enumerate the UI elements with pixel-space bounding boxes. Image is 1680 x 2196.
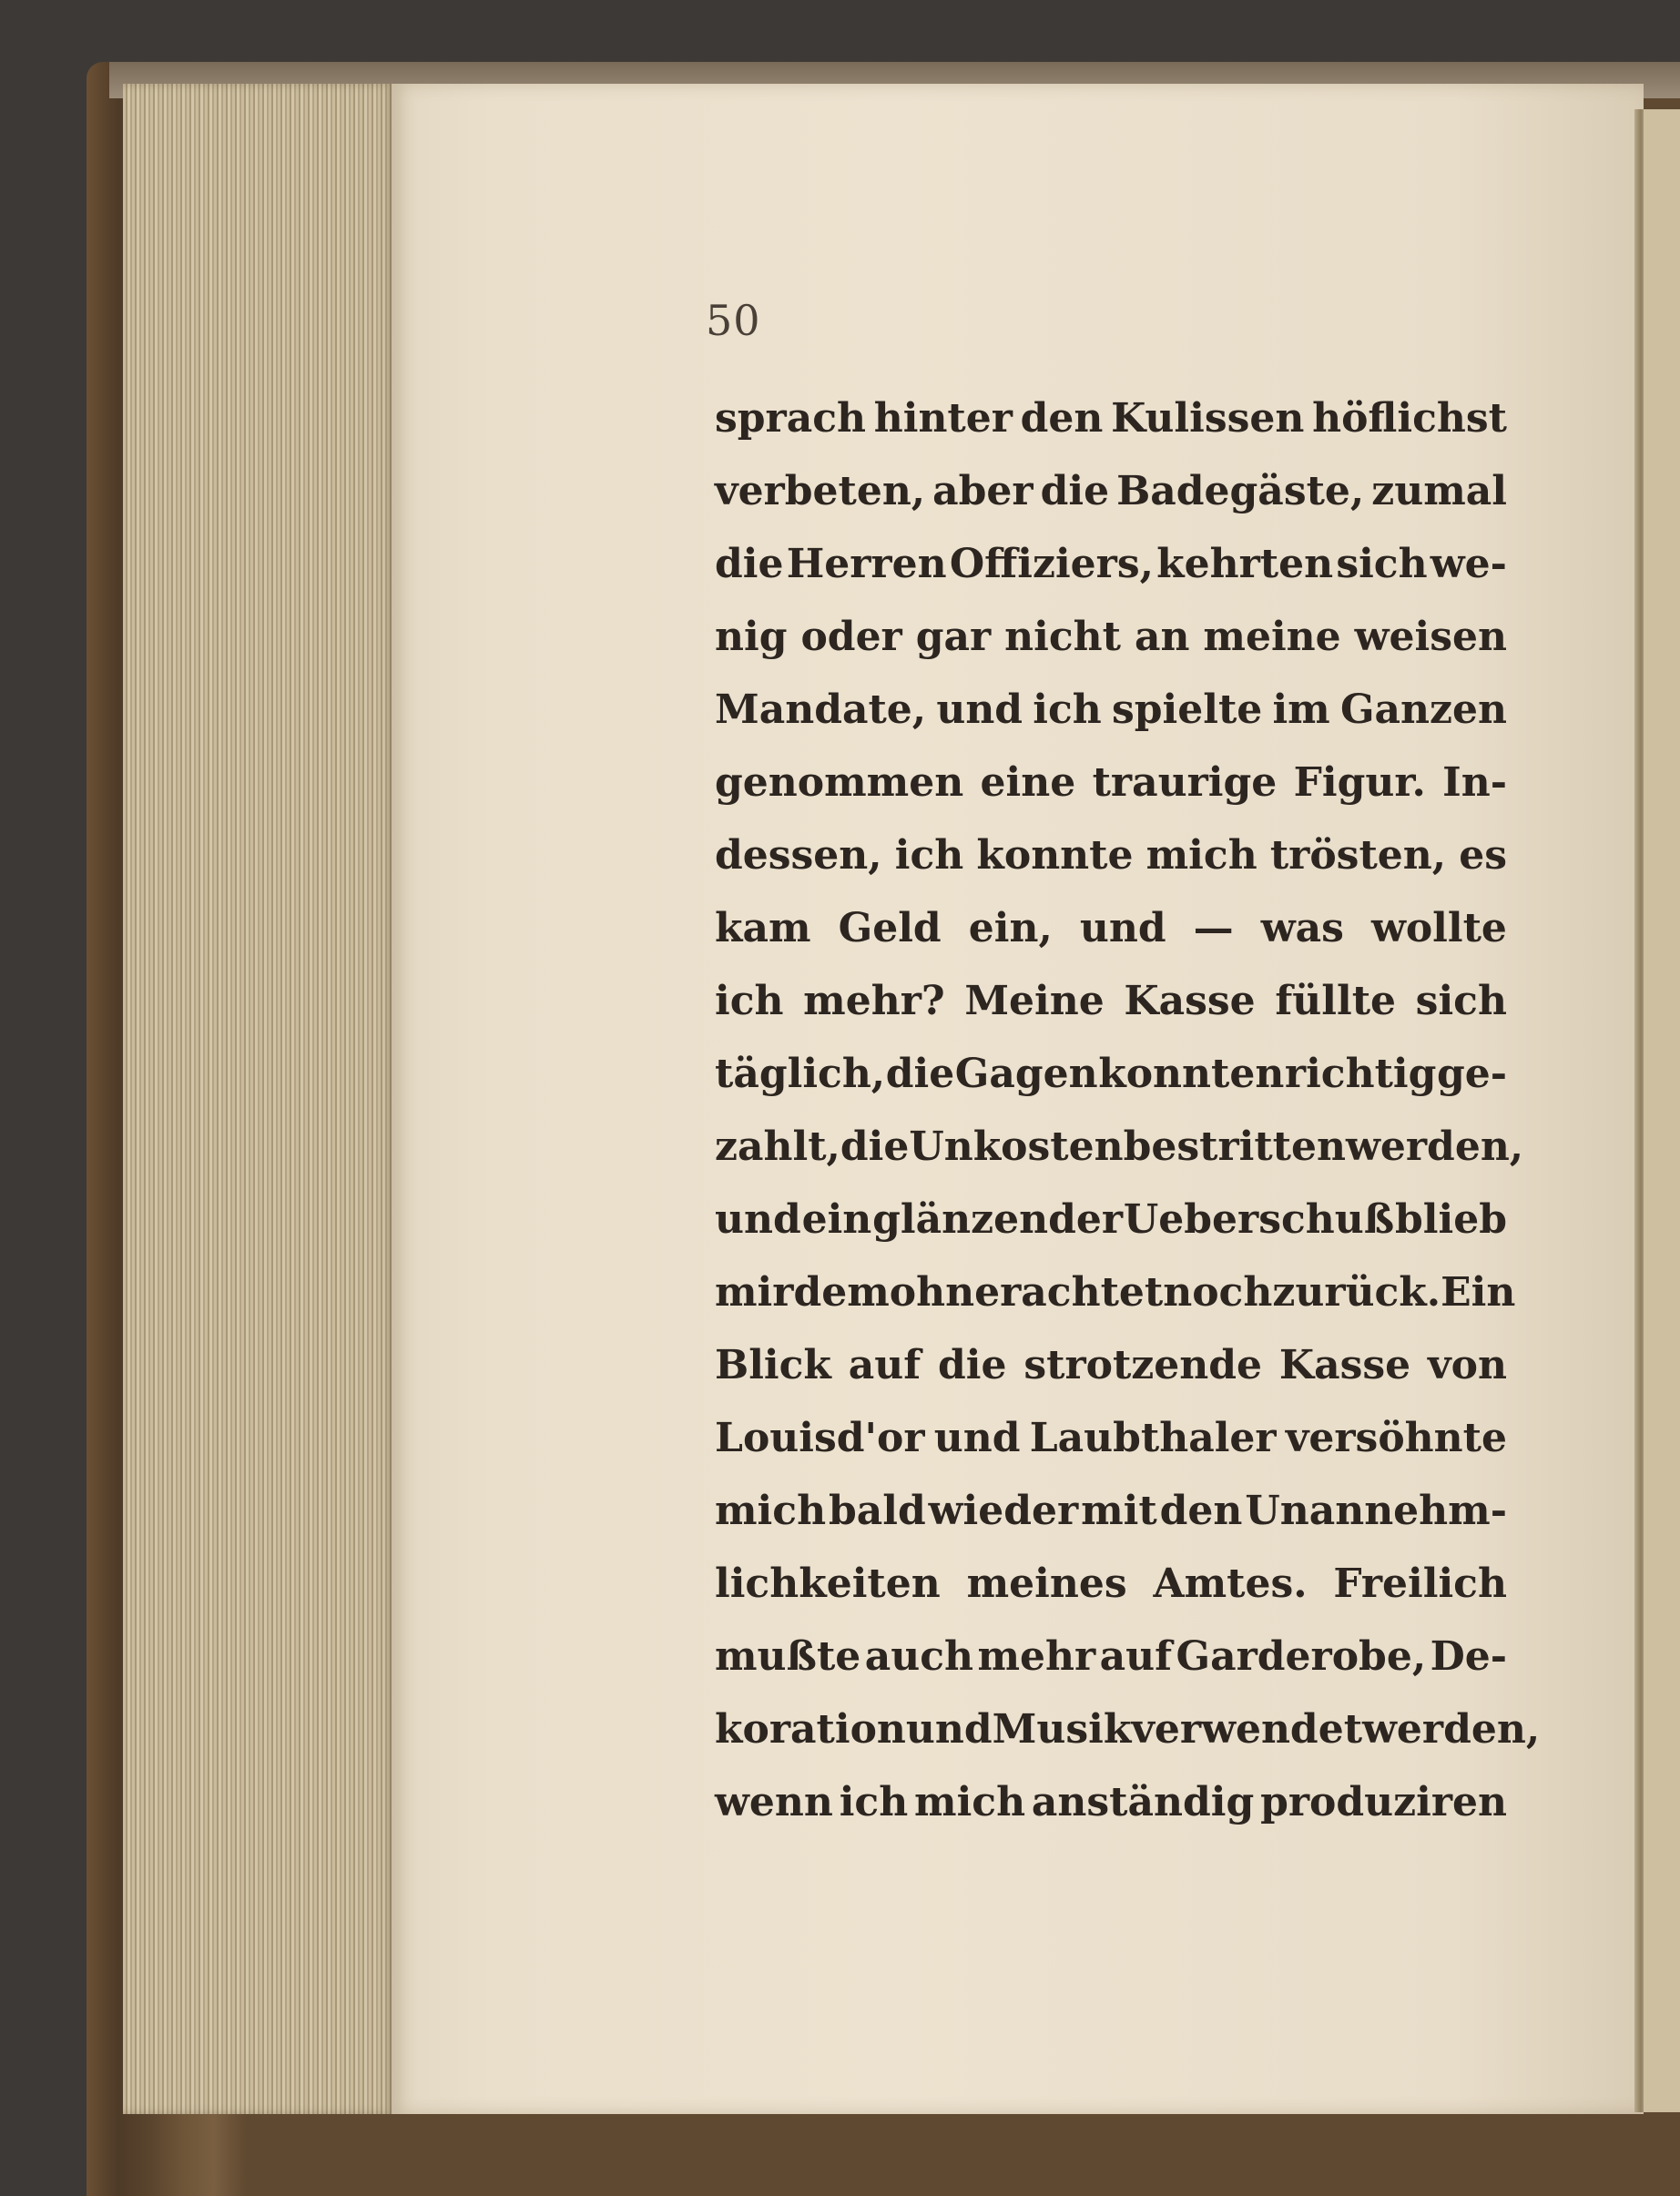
- word: Ganzen: [1339, 686, 1507, 733]
- word: Kasse: [1278, 1342, 1411, 1388]
- word: auf: [1099, 1633, 1173, 1680]
- text-line: [715, 1766, 1507, 1839]
- word: anständig: [1031, 1779, 1255, 1825]
- text-line: [715, 1329, 1507, 1402]
- word: die: [715, 541, 784, 587]
- word: koration: [715, 1706, 906, 1753]
- text-line: [715, 1184, 1507, 1256]
- text-line: [715, 1475, 1507, 1548]
- text-line: [715, 1402, 1507, 1475]
- page-edges: [123, 84, 396, 2114]
- word: die: [938, 1342, 1007, 1388]
- word: Unkosten: [909, 1123, 1124, 1170]
- word: von: [1428, 1342, 1507, 1388]
- word: zurück.: [1272, 1269, 1441, 1316]
- page-number: 50: [706, 296, 761, 345]
- word: ich: [1033, 686, 1102, 733]
- text-line: [715, 382, 1507, 455]
- word: Ueberschuß: [1123, 1196, 1395, 1243]
- word: Garderobe,: [1176, 1633, 1427, 1680]
- word: ich: [839, 1779, 909, 1825]
- word: bestritten: [1123, 1123, 1346, 1170]
- facing-page-edge: [1644, 109, 1680, 2112]
- word: Offiziers,: [949, 541, 1154, 587]
- word: produziren: [1260, 1779, 1507, 1825]
- text-line: [715, 1256, 1516, 1329]
- word: Meine: [964, 978, 1105, 1024]
- word: auf: [848, 1342, 921, 1388]
- word: wieder: [928, 1488, 1079, 1534]
- word: traurige: [1092, 759, 1278, 806]
- word: höflichst: [1312, 395, 1507, 442]
- word: Amtes.: [1153, 1561, 1308, 1607]
- word: kam: [715, 905, 811, 951]
- word: die: [885, 1051, 955, 1097]
- word: mehr?: [803, 978, 945, 1024]
- word: glänzender: [872, 1196, 1124, 1243]
- word: zahlt,: [715, 1123, 840, 1170]
- word: es: [1459, 832, 1507, 879]
- word: ich: [894, 832, 964, 879]
- word: konnten: [1098, 1051, 1285, 1097]
- word: die: [840, 1123, 910, 1170]
- word: aber: [932, 468, 1033, 514]
- text-line: [715, 601, 1507, 674]
- word: mit: [1081, 1488, 1157, 1534]
- word: nig: [715, 614, 788, 660]
- word: ein,: [968, 905, 1053, 951]
- text-line: [715, 528, 1507, 601]
- word: mich: [715, 1488, 827, 1534]
- word: demohnerachtet: [793, 1269, 1164, 1316]
- word: richtig: [1284, 1051, 1437, 1097]
- word: kehrten: [1156, 541, 1334, 587]
- word: mich: [914, 1779, 1026, 1825]
- word: Mandate,: [715, 686, 927, 733]
- word: gar: [915, 614, 992, 660]
- word: ich: [715, 978, 784, 1024]
- word: sich: [1336, 541, 1428, 587]
- word: genommen: [715, 759, 964, 806]
- word: füllte: [1275, 978, 1397, 1024]
- text-line: [715, 1548, 1507, 1621]
- word: noch: [1163, 1269, 1273, 1316]
- text-line: [715, 819, 1507, 892]
- word: auch: [864, 1633, 974, 1680]
- word: werden,: [1346, 1123, 1524, 1170]
- text-line: [715, 747, 1507, 819]
- word: ge-: [1436, 1051, 1507, 1097]
- word: we-: [1430, 541, 1507, 587]
- word: nicht: [1004, 614, 1121, 660]
- word: hinter: [873, 395, 1013, 442]
- word: dessen,: [715, 832, 882, 879]
- word: mehr: [977, 1633, 1096, 1680]
- word: Ein: [1441, 1269, 1516, 1316]
- word: trösten,: [1269, 832, 1447, 879]
- word: und: [933, 1415, 1021, 1461]
- word: und: [1079, 905, 1166, 951]
- word: den: [1159, 1488, 1243, 1534]
- word: und: [936, 686, 1023, 733]
- word: Gagen: [954, 1051, 1098, 1097]
- text-line: [715, 965, 1507, 1038]
- word: Musik: [992, 1706, 1132, 1753]
- word: spielte: [1111, 686, 1263, 733]
- word: was: [1260, 905, 1344, 951]
- word: Kasse: [1124, 978, 1256, 1024]
- text-line: [715, 892, 1507, 965]
- text-line: [715, 1693, 1541, 1766]
- word: meine: [1203, 614, 1341, 660]
- text-line: [715, 1111, 1524, 1184]
- word: wollte: [1370, 905, 1507, 951]
- word: blieb: [1395, 1196, 1507, 1243]
- word: und: [715, 1196, 801, 1243]
- word: —: [1193, 905, 1234, 951]
- word: verbeten,: [715, 468, 926, 514]
- word: Freilich: [1333, 1561, 1507, 1607]
- word: sprach: [715, 395, 867, 442]
- word: verwendet: [1131, 1706, 1363, 1753]
- word: De-: [1430, 1633, 1507, 1680]
- word: versöhnte: [1285, 1415, 1507, 1461]
- word: Laubthaler: [1029, 1415, 1277, 1461]
- word: mir: [715, 1269, 794, 1316]
- word: strotzende: [1023, 1342, 1263, 1388]
- word: ein: [801, 1196, 872, 1243]
- word: bald: [828, 1488, 926, 1534]
- word: mußte: [715, 1633, 861, 1680]
- word: oder: [800, 614, 902, 660]
- page-text: [715, 382, 1541, 1839]
- word: meines: [966, 1561, 1127, 1607]
- word: mich: [1145, 832, 1257, 879]
- word: Geld: [838, 905, 942, 951]
- word: sich: [1415, 978, 1507, 1024]
- word: wenn: [715, 1779, 833, 1825]
- word: an: [1134, 614, 1190, 660]
- word: zumal: [1371, 468, 1507, 514]
- word: täglich,: [715, 1051, 886, 1097]
- word: Blick: [715, 1342, 831, 1388]
- word: im: [1272, 686, 1330, 733]
- word: den: [1020, 395, 1104, 442]
- word: Louisd'or: [715, 1415, 925, 1461]
- word: die: [1040, 468, 1110, 514]
- text-line: [715, 1621, 1507, 1693]
- text-line: [715, 674, 1507, 747]
- text-line: [715, 455, 1507, 528]
- word: Kulissen: [1111, 395, 1305, 442]
- word: In-: [1442, 759, 1507, 806]
- word: Figur.: [1293, 759, 1426, 806]
- word: Herren: [786, 541, 947, 587]
- word: Badegäste,: [1116, 468, 1365, 514]
- word: werden,: [1362, 1706, 1541, 1753]
- text-line: [715, 1038, 1507, 1111]
- word: lichkeiten: [715, 1561, 941, 1607]
- word: eine: [980, 759, 1076, 806]
- word: Unannehm-: [1245, 1488, 1507, 1534]
- word: weisen: [1354, 614, 1507, 660]
- word: konnte: [976, 832, 1134, 879]
- word: und: [905, 1706, 993, 1753]
